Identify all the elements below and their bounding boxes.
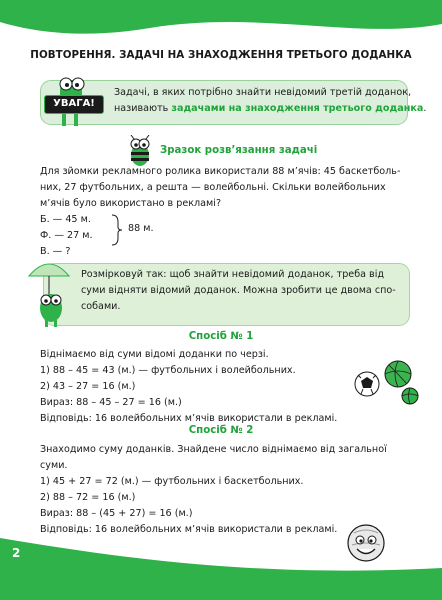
method-2-line-4: 2) 88 – 72 = 16 (м.)	[40, 492, 136, 503]
method-2-line-6: Відповідь: 16 волейбольних м’ячів використали в рекламі.	[40, 524, 338, 535]
method-1-line-4: Вираз: 88 – 45 – 27 = 16 (м.)	[40, 397, 182, 408]
method-1-line-2: 1) 88 – 45 = 43 (м.) — футбольних і волейбольних.	[40, 365, 296, 376]
record-line-f: Ф. — 27 м.	[40, 230, 93, 241]
page-number: 2	[12, 546, 21, 560]
record-brace	[110, 214, 124, 246]
record-total: 88 м.	[128, 223, 154, 234]
method-2-heading: Спосіб № 2	[188, 425, 254, 436]
note-term: задачами на знаходження третього доданка	[171, 103, 424, 114]
attention-badge-label: УВАГА!	[53, 98, 95, 109]
top-banner	[0, 0, 442, 46]
method-1-line-3: 2) 43 – 27 = 16 (м.)	[40, 381, 136, 392]
method-1-heading: Спосіб № 1	[188, 331, 254, 342]
note-line-2	[114, 101, 426, 117]
example-heading: Зразок розв’язання задачі	[160, 145, 318, 156]
problem-line-1: Для зйомки рекламного ролика використали 88 м’ячів: 45 баскетболь-	[40, 166, 401, 177]
method-2-line-1: Знаходимо суму доданків. Знайдене число віднімаємо від загальної	[40, 444, 387, 455]
method-1-line-5: Відповідь: 16 волейбольних м’ячів використали в рекламі.	[40, 413, 338, 424]
reasoning-line-2: суми відняти відомий доданок. Можна зробити це двома спо-	[81, 285, 396, 296]
balls-illustration	[352, 358, 422, 406]
note-line-1: Задачі, в яких потрібно знайти невідомий третій доданок,	[114, 87, 412, 98]
note-line-2-start: називають	[114, 103, 172, 114]
note-line-2-end: .	[423, 103, 427, 114]
problem-line-3: м’ячів було використано в рекламі?	[40, 198, 222, 209]
method-2-line-3: 1) 45 + 27 = 72 (м.) — футбольних і баскетбольних.	[40, 476, 304, 487]
record-line-b: Б. — 45 м.	[40, 214, 91, 225]
method-2-line-5: Вираз: 88 – (45 + 27) = 16 (м.)	[40, 508, 193, 519]
smiling-ball-mascot-icon	[346, 523, 386, 563]
record-line-v: В. — ?	[40, 246, 71, 257]
page-title: ПОВТОРЕННЯ. ЗАДАЧІ НА ЗНАХОДЖЕННЯ ТРЕТЬОГО ДОДАНКА	[30, 49, 412, 61]
problem-line-2: них, 27 футбольних, а решта — волейбольні. Скільки волейбольних	[40, 182, 386, 193]
reasoning-line-1: Розмірковуй так: щоб знайти невідомий доданок, треба від	[81, 269, 384, 280]
reasoning-line-3: собами.	[81, 301, 121, 312]
method-2-line-2: суми.	[40, 460, 68, 471]
umbrella-mascot-icon	[25, 258, 73, 328]
method-1-line-1: Віднімаємо від суми відомі доданки по черзі.	[40, 349, 269, 360]
